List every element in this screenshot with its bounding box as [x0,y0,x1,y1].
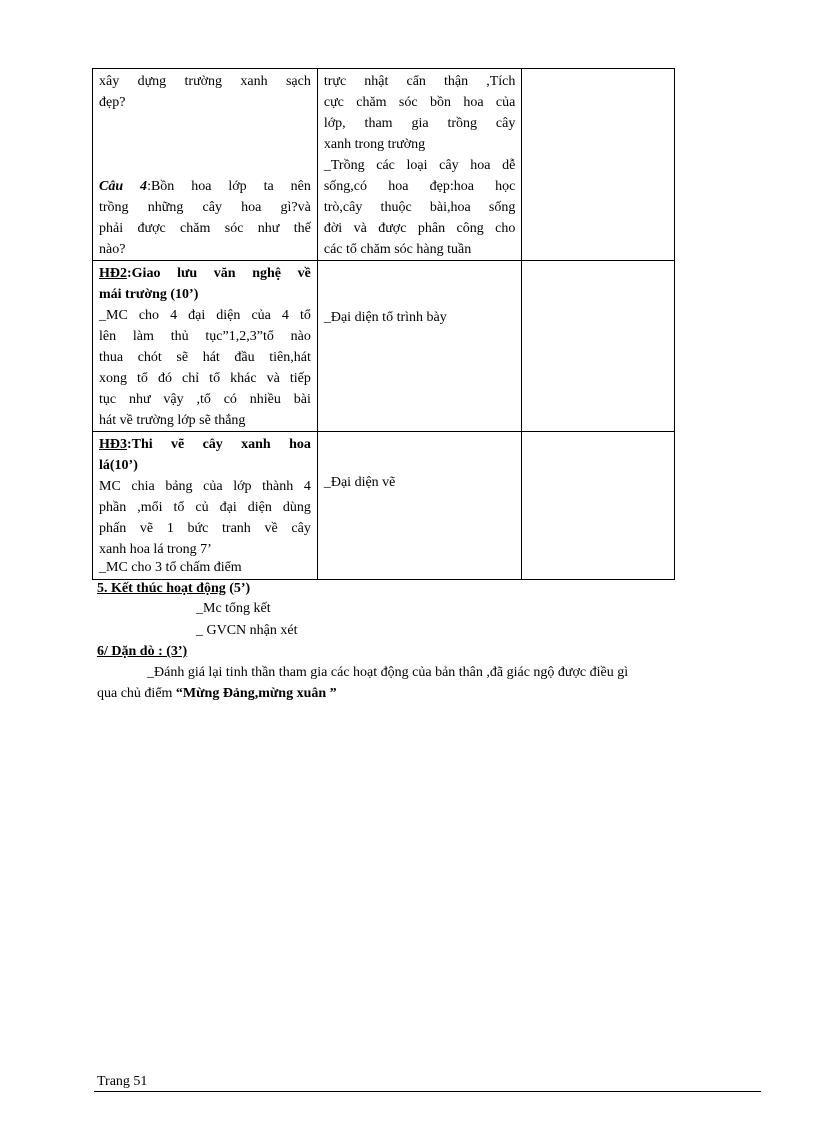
text-line: trò,cây thuộc bài,hoa sống [323,200,516,215]
row1-col1 [93,69,318,261]
question-4 [99,176,311,197]
row2-col2 [317,261,522,432]
activity-2-label: HĐ2 [99,266,127,281]
text-line: tục như vậy ,tổ có nhiều bài [99,392,311,407]
text-line: xây dựng trường xanh sạch [99,74,311,89]
text-line: cực chăm sóc bồn hoa của [323,95,516,110]
text-line: _Đại diện tổ trình bày [323,310,447,325]
text-line: :Bồn hoa lớp ta nên [147,179,311,194]
table-row [93,69,675,261]
text-line: xanh trong trường [323,137,426,152]
text-line: trồng những cây hoa gì?và [99,200,311,215]
text-line: phấn vẽ 1 bức tranh về cây [99,521,311,536]
row2-col1 [93,261,318,432]
table-row [93,261,675,432]
activity-2-title-line2: mái trường (10’) [99,287,199,302]
text-line: nào? [99,242,126,257]
activity-3-title-line2: lá(10’) [99,458,138,473]
page-number: Trang 51 [97,1074,148,1089]
text-line: xanh hoa lá trong 7’ [99,542,212,557]
text-line: phải được chăm sóc như thế [99,221,311,236]
text-line: _Đại diện vẽ [323,475,396,490]
table-row [93,432,675,580]
text-line: đẹp? [99,95,126,110]
spacer [99,113,311,176]
footer-divider [94,1091,761,1092]
question-4-label: Câu 4 [99,179,148,194]
text-line: sống,có hoa đẹp:hoa học [323,179,516,194]
row3-col3 [522,432,675,580]
text-line: thua chót sẽ hát đầu tiên,hát [99,350,311,365]
text-line: _MC cho 3 tổ chấm điểm [99,560,242,575]
section-5-title: 5. Kết thúc hoạt động [97,581,226,596]
activity-2-title [99,263,311,284]
activity-2-title-text: :Giao lưu văn nghệ về [127,266,311,281]
text-line: trực nhật cẩn thận ,Tích [323,74,516,89]
text-line: xong tổ đó chỉ tổ khác và tiếp [99,371,311,386]
row1-col2 [317,69,522,261]
text-line: các tổ chăm sóc hàng tuần [323,242,472,257]
text-line: lên làm thủ tục”1,2,3”tổ nào [99,329,311,344]
section-6-title: 6/ Dặn dò : (3’) [97,644,188,659]
activity-3-title [99,434,311,455]
text-line: _MC cho 4 đại diện của 4 tổ [99,308,311,323]
activity-table [92,68,675,580]
section-6-line1: _Đánh giá lại tinh thần tham gia các hoạt động của bản thân ,đã giác ngộ được điều gì [147,665,629,680]
text-line: hát về trường lớp sẽ thắng [99,413,246,428]
section-6-line2-prefix: qua chủ điểm [97,686,176,701]
section-5-time: (5’) [225,581,251,596]
activity-3-label: HĐ3 [99,437,127,452]
section-5-item: _Mc tổng kết [196,601,271,616]
text-line: _Trồng các loại cây hoa dễ [323,158,516,173]
section-5-item: _ GVCN nhận xét [196,623,298,638]
row1-col3 [522,69,675,261]
text-line: lớp, tham gia trồng cây [323,116,516,131]
activity-3-title-text: :Thi vẽ cây xanh hoa [127,437,311,452]
text-line: phần ,mổi tổ củ đại diện dùng [99,500,311,515]
theme-name: “Mừng Đảng,mừng xuân ” [175,686,337,701]
section-5-heading [97,578,250,599]
row3-col2 [317,432,522,580]
row3-col1 [93,432,318,580]
spacer [324,263,516,284]
text-line: MC chia bảng của lớp thành 4 [99,479,311,494]
text-line: đời và được phân công cho [323,221,516,236]
section-6-line2 [97,683,337,704]
row2-col3 [522,261,675,432]
